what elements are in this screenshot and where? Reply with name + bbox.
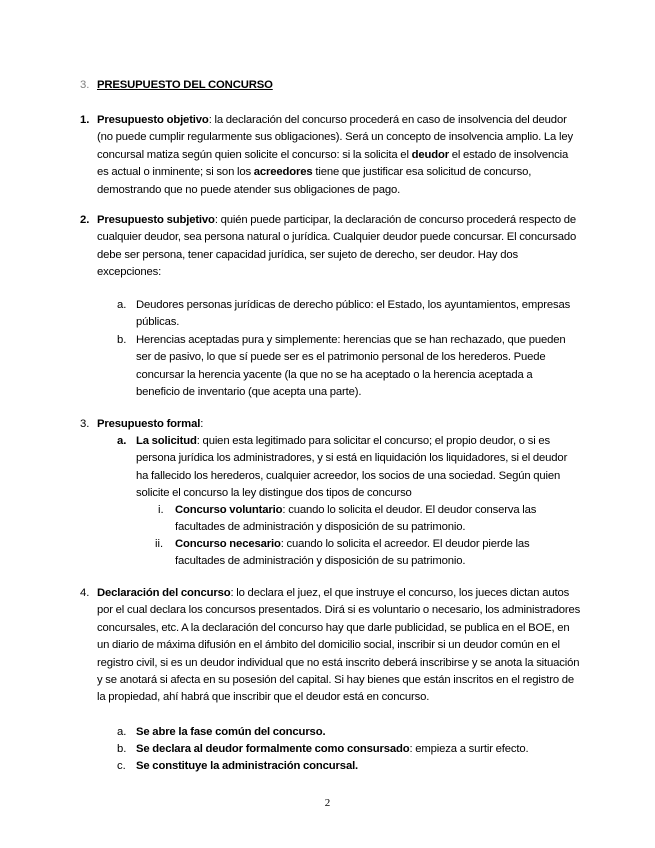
item-2-number: 2. bbox=[80, 214, 90, 226]
item-4-term: Declaración del concurso bbox=[97, 587, 231, 599]
item-3a-i-paragraph: Concurso voluntario: cuando lo solicita el deudor. El deudor conserva las facultades de administración y disposición de su patrimonio. bbox=[175, 504, 537, 534]
item-2a-text: Deudores personas jurídicas de derecho público: el Estado, los ayuntamientos, empresas públicas. bbox=[136, 299, 571, 329]
item-3a-term: La solicitud bbox=[136, 435, 197, 447]
item-4c-paragraph: Se constituye la administración concursal. bbox=[136, 760, 359, 772]
item-2-term: Presupuesto subjetivo bbox=[97, 214, 215, 226]
item-3a-paragraph: La solicitud: quien esta legitimado para solicitar el concurso; el propio deudor, o si es persona jurídica los administradores, y si está en liquidación los liquidadores, si el deudor ha fallecido los herederos, cualquier acreedor, los socios de una sociedad. Según quien solicite el concurso la ley distingue dos tipos de concurso bbox=[136, 435, 568, 500]
item-3-paragraph: Presupuesto formal: bbox=[97, 418, 204, 430]
item-4b-label: b. bbox=[117, 743, 127, 755]
item-1-paragraph: Presupuesto objetivo: la declaración del concurso procederá en caso de insolvencia del deudor (no puede cumplir regularmente sus obligaciones). Será un concepto de insolvencia amplio. La ley concursal matiza según quien solicite el concurso: si la solicita el deudor el estado de insolvencia es actual o inminente; si son los acreedores tiene que justificar esa solicitud de concurso, demostrando que no puede atender sus obligaciones de pago. bbox=[97, 114, 573, 196]
item-4b-paragraph: Se declara al deudor formalmente como consursado: empieza a surtir efecto. bbox=[136, 743, 529, 755]
item-4a-label: a. bbox=[117, 726, 127, 738]
item-4-number: 4. bbox=[80, 587, 90, 599]
item-2b-label: b. bbox=[117, 334, 127, 346]
section-title: PRESUPUESTO DEL CONCURSO bbox=[97, 79, 273, 91]
item-3-number: 3. bbox=[80, 418, 90, 430]
item-3-term: Presupuesto formal bbox=[97, 418, 201, 430]
item-3a-i-label: i. bbox=[158, 504, 164, 516]
item-4-paragraph: Declaración del concurso: lo declara el juez, el que instruye el concurso, los jueces dictan autos por el cual declara los concursos presentados. Dirá si es voluntario o necesario, los administradores concursales, etc. A la declaración del concurso hay que darle publicidad, se publica en el BOE, en un diario de máxima difusión en el ámbito del domicilio social, inscribir si un deudor común en el registro civil, si es un deudor individual que no está inscrito deberá inscribirse y se anota la situación y se anotará si afecta en su posesión del capital. Si hay bienes que están inscritos en el registro de la propiedad, ahí habrá que inscribir que el deudor está en concurso. bbox=[97, 587, 581, 704]
item-3a-ii-label: ii. bbox=[155, 538, 164, 550]
section-number: 3. bbox=[80, 79, 90, 91]
item-2a-label: a. bbox=[117, 299, 127, 311]
item-3a-label: a. bbox=[117, 435, 127, 447]
page-number: 2 bbox=[324, 797, 331, 809]
item-1-term: Presupuesto objetivo bbox=[97, 114, 209, 126]
item-4a-paragraph: Se abre la fase común del concurso. bbox=[136, 726, 326, 738]
item-2-paragraph: Presupuesto subjetivo: quién puede participar, la declaración de concurso procederá respecto de cualquier deudor, sea persona natural o jurídica. Cualquier deudor puede concursar. El concursado debe ser persona, tener capacidad jurídica, ser sujeto de derecho, ser deudor. Hay dos excepciones: bbox=[97, 214, 577, 279]
item-2b-text: Herencias aceptadas pura y simplemente: herencias que se han rechazado, que pueden ser de pasivo, lo que sí puede ser es el patrimonio personal de los herederos. Puede concursar la herencia yacente (la que no se ha aceptado o la herencia aceptada a beneficio de inventario (que acepta una parte). bbox=[136, 334, 566, 399]
item-3a-ii-paragraph: Concurso necesario: cuando lo solicita el acreedor. El deudor pierde las facultades de administración y disposición de su patrimonio. bbox=[175, 538, 530, 568]
item-3a-ii-term: Concurso necesario bbox=[175, 538, 281, 550]
item-4c-label: c. bbox=[117, 760, 126, 772]
item-1-number: 1. bbox=[80, 114, 90, 126]
item-3a-i-term: Concurso voluntario bbox=[175, 504, 283, 516]
